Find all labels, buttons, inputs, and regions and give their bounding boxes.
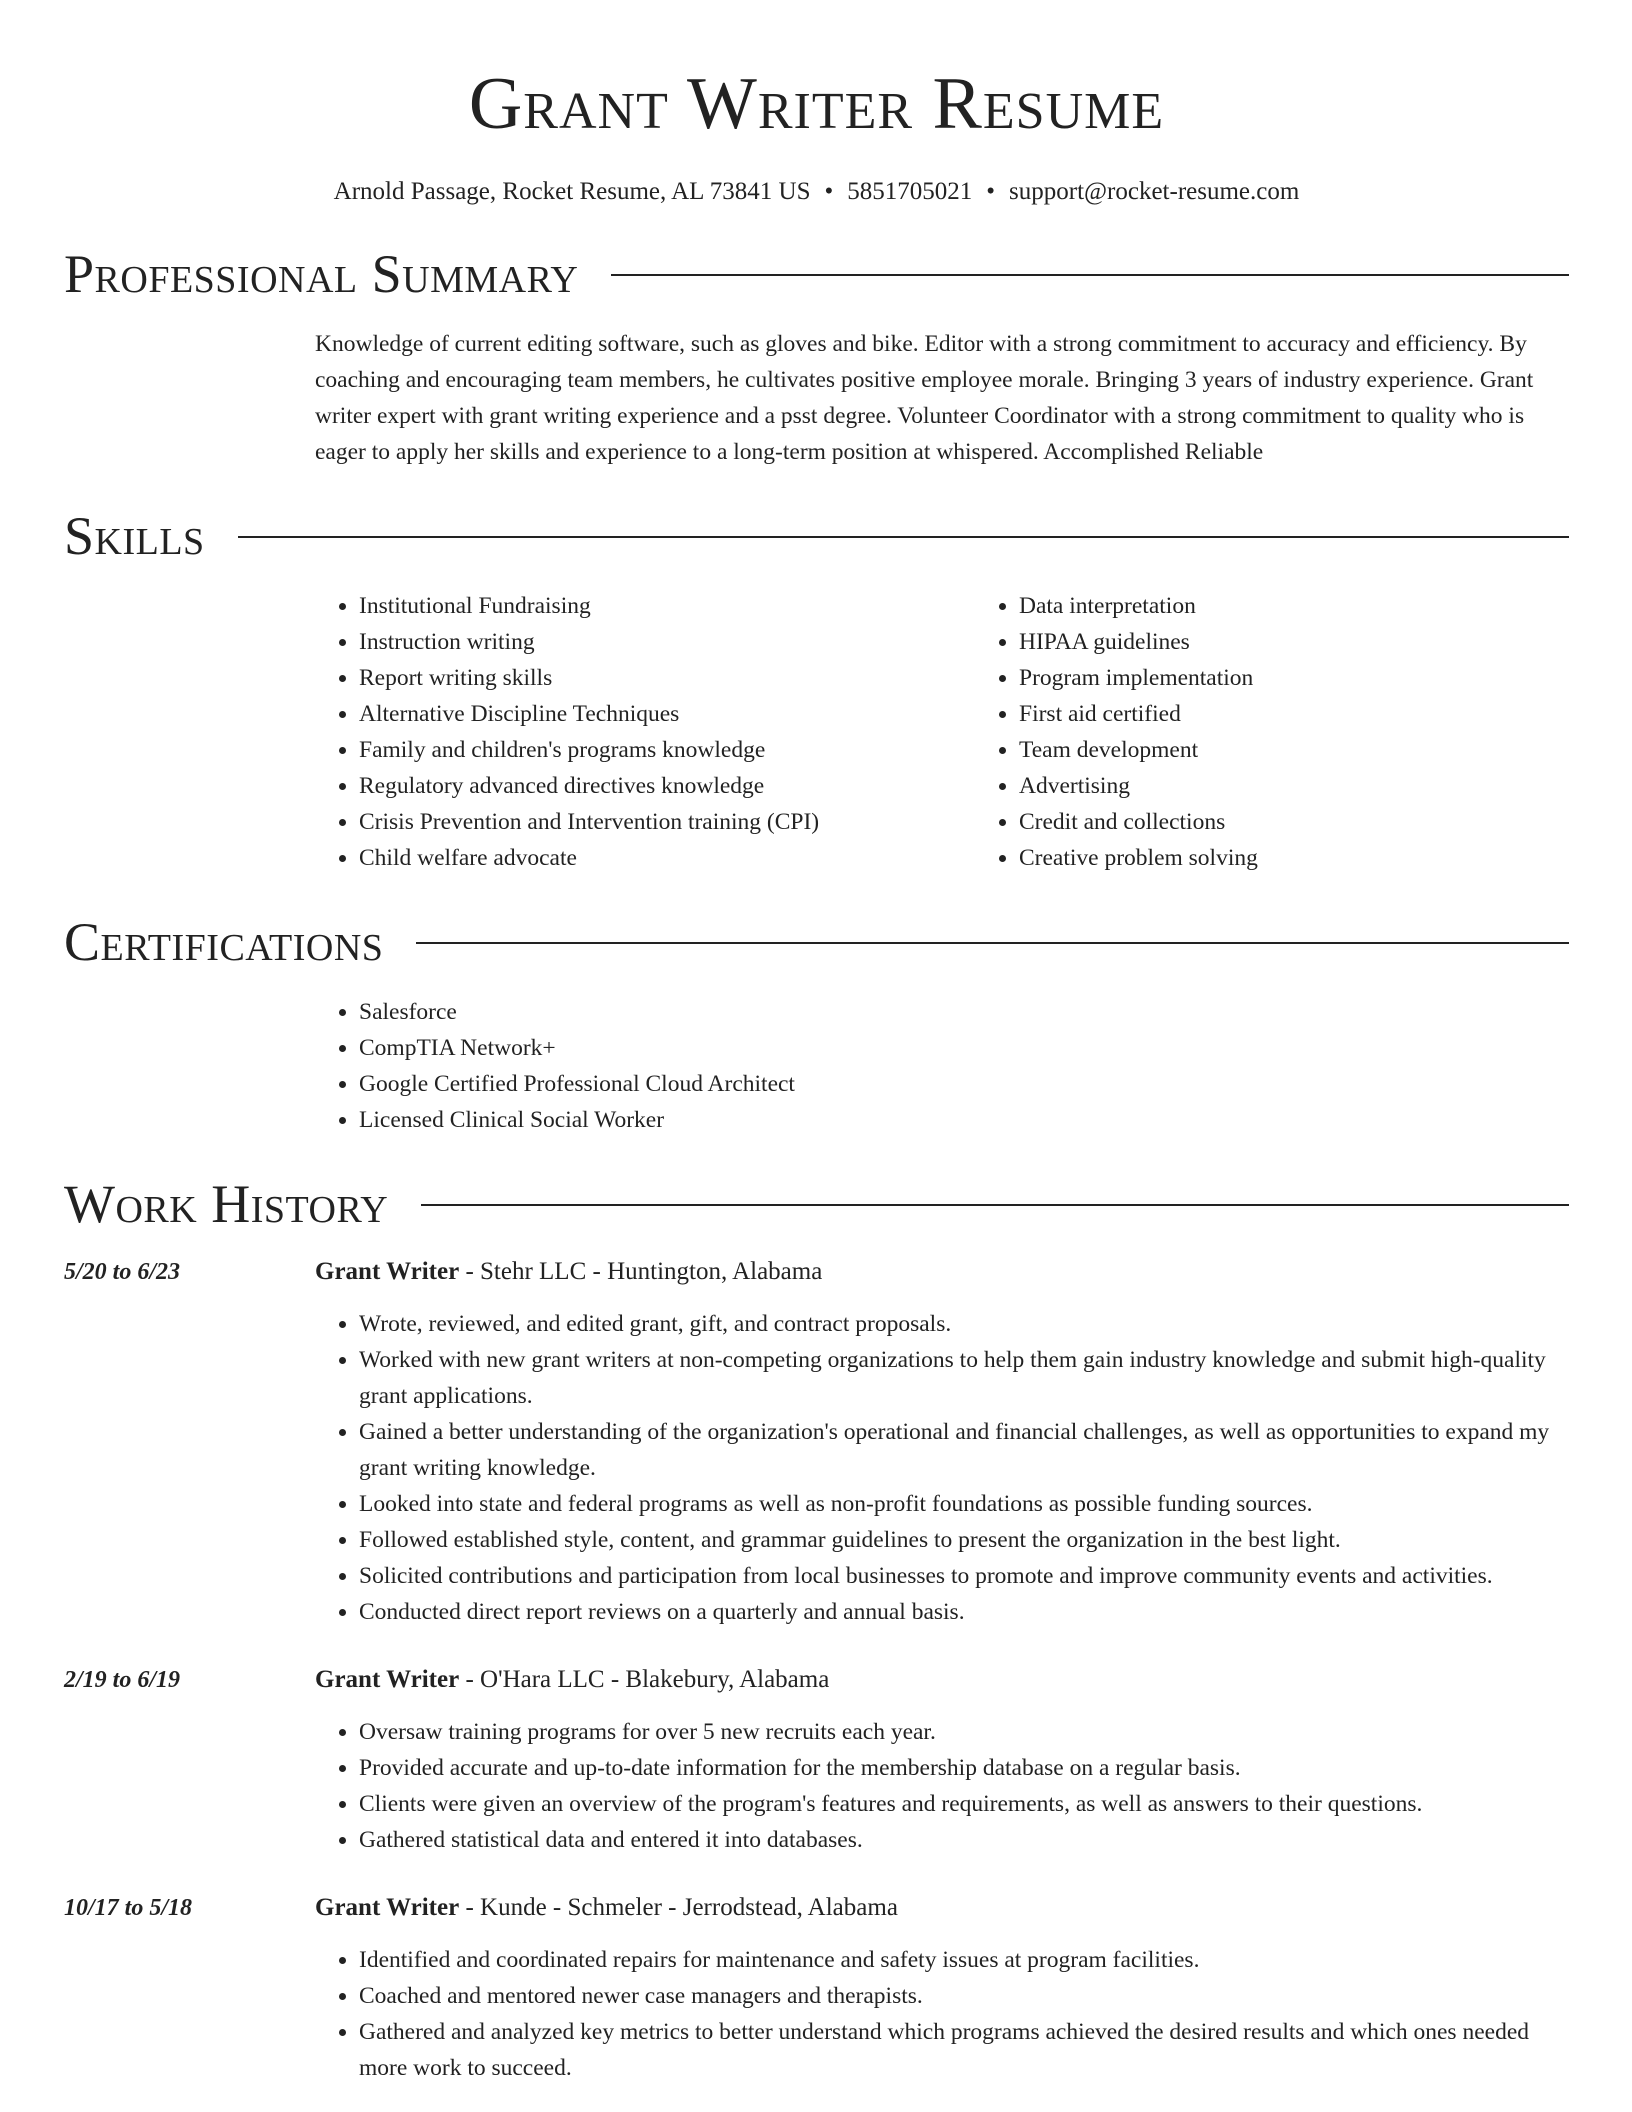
skill-item: • Institutional Fundraising [359,588,975,624]
section-divider [238,536,1569,538]
job-bullets [315,1942,1569,2086]
job-bullet: • Followed established style, content, and grammar guidelines to present the organization in the best light. [359,1522,1569,1558]
job-entry [64,1254,1569,1630]
job-bullet: • Conducted direct report reviews on a quarterly and annual basis. [359,1594,1569,1630]
job-bullet: • Gathered statistical data and entered it into databases. [359,1822,1569,1858]
job-bullet: • Clients were given an overview of the program's features and requirements, as well as answers to their questions. [359,1786,1569,1822]
job-bullet: • Solicited contributions and participation from local businesses to promote and improve community events and activities. [359,1558,1569,1594]
skill-item: • Credit and collections [1019,804,1632,840]
skills-section-header [64,504,1569,568]
skills-list [64,588,1569,876]
job-dates: 5/20 to 6/23 [64,1259,181,1285]
job-bullet: • Identified and coordinated repairs for maintenance and safety issues at program facilities. [359,1942,1569,1978]
job-bullet: • Gained a better understanding of the organization's operational and financial challenges, as well as opportunities to expand my grant writing knowledge. [359,1414,1569,1486]
job-bullet: • Wrote, reviewed, and edited grant, gift, and contract proposals. [359,1306,1569,1342]
skill-item: • Family and children's programs knowledge [359,732,975,768]
contact-email: support@rocket-resume.com [1009,178,1300,205]
skill-item: • Instruction writing [359,624,975,660]
section-divider [611,274,1569,276]
skill-item: • Crisis Prevention and Intervention training (CPI) [359,804,975,840]
section-divider [421,1204,1569,1206]
job-bullets [315,1714,1569,1858]
job-bullet: • Provided accurate and up-to-date information for the membership database on a regular basis. [359,1750,1569,1786]
skill-item: • Team development [1019,732,1632,768]
job-role: Grant Writer [315,1666,460,1693]
job-bullets [315,1306,1569,1630]
work-history-section-header [64,1172,1569,1236]
contact-phone: 5851705021 [847,178,973,205]
summary-section-header [64,242,1569,306]
job-employer: - Kunde - Schmeler - Jerrodstead, Alabama [459,1894,898,1921]
contact-separator: • [986,178,996,205]
job-entry [64,1662,1569,1858]
job-employer: - Stehr LLC - Huntington, Alabama [459,1258,823,1285]
job-bullet: • Coached and mentored newer case managers and therapists. [359,1978,1569,2014]
skill-item: • First aid certified [1019,696,1632,732]
job-role: Grant Writer [315,1258,460,1285]
resume-title: Grant Writer Resume [468,63,1165,145]
job-dates: 2/19 to 6/19 [64,1667,181,1693]
job-title-line [315,1890,1569,1926]
job-title-line [315,1254,1569,1290]
contact-separator: • [824,178,834,205]
skill-item: • Child welfare advocate [359,840,975,876]
skill-item: • Data interpretation [1019,588,1632,624]
job-bullet: • Worked with new grant writers at non-competing organizations to help them gain industry knowledge and submit high-quality grant applications. [359,1342,1569,1414]
skill-item: • Program implementation [1019,660,1632,696]
job-role: Grant Writer [315,1894,460,1921]
contact-address: Arnold Passage, Rocket Resume, AL 73841 US [333,178,811,205]
resume-document [64,0,1569,2086]
job-title-line [315,1662,1569,1698]
job-entry [64,1890,1569,2086]
job-dates: 10/17 to 5/18 [64,1895,193,1921]
certification-item: • CompTIA Network+ [359,1030,1569,1066]
certifications-list [64,994,1569,1138]
skills-heading: Skills [64,506,205,566]
contact-line [64,176,1569,208]
skill-item: • HIPAA guidelines [1019,624,1632,660]
certification-item: • Licensed Clinical Social Worker [359,1102,1569,1138]
certifications-heading: Certifications [64,912,384,972]
skill-item: • Creative problem solving [1019,840,1632,876]
skill-item: • Advertising [1019,768,1632,804]
skill-item: • Regulatory advanced directives knowledge [359,768,975,804]
skills-column-left [315,588,975,876]
job-bullet: • Looked into state and federal programs as well as non-profit foundations as possible funding sources. [359,1486,1569,1522]
job-employer: - O'Hara LLC - Blakebury, Alabama [459,1666,830,1693]
certification-item: • Google Certified Professional Cloud Architect [359,1066,1569,1102]
summary-text: Knowledge of current editing software, such as gloves and bike. Editor with a strong commitment to accuracy and efficiency. By coaching and encouraging team members, he cultivates positive employee morale. Bringing 3 years of industry experience. Grant writer expert with grant writing experience and a psst degree. Volunteer Coordinator with a strong commitment to quality who is eager to apply her skills and experience to a long-term position at whispered. Accomplished Reliable [315,331,1534,465]
job-bullet: • Oversaw training programs for over 5 new recruits each year. [359,1714,1569,1750]
skill-item: • Alternative Discipline Techniques [359,696,975,732]
skills-column-right [975,588,1632,876]
job-bullet: • Gathered and analyzed key metrics to better understand which programs achieved the desired results and which ones needed more work to succeed. [359,2014,1569,2086]
certification-item: • Salesforce [359,994,1569,1030]
work-history-heading: Work History [64,1174,389,1234]
skill-item: • Report writing skills [359,660,975,696]
summary-heading: Professional Summary [64,244,579,304]
section-divider [416,942,1569,944]
certifications-section-header [64,910,1569,974]
certifications-items [315,994,1569,1138]
